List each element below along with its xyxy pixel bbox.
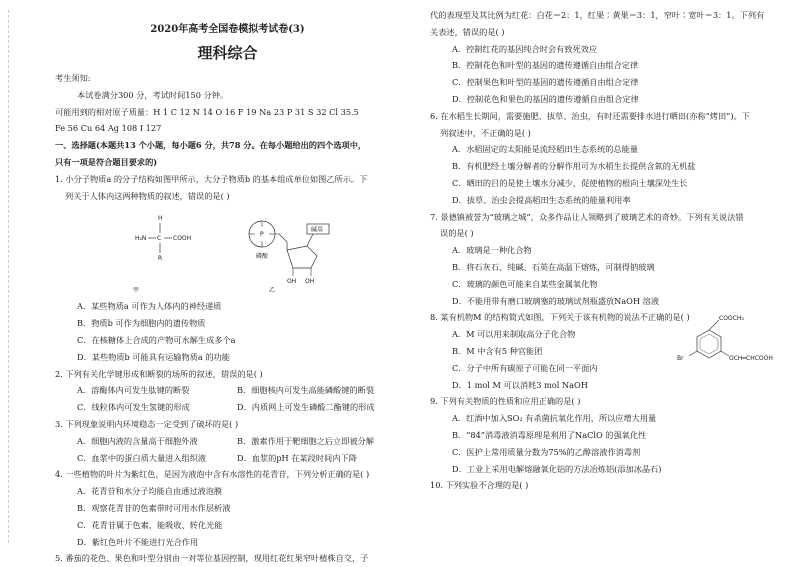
question-8-option: B．M 中含有5 种官能团 [452,345,543,356]
binding-gutter [0,0,20,553]
compound-m-structure [677,312,787,380]
question-10-stem: 10. 下列实验不合理的是( ) [430,480,529,491]
question-6-option: B．有机肥经土壤分解者的分解作用可为水稻生长提供含氮的无机盐 [452,161,696,172]
question-2-option: B．细胞核内可发生高能磷酸键的断裂 [237,385,375,396]
figure-label-b: 乙 [269,287,276,295]
mol-och-chain: OCH═CHCOOH [729,355,773,363]
question-7-option: B．将石灰石、纯碱、石英在高温下熔炼，可制得钠玻璃 [452,261,655,272]
atomic-masses-line: 可能用到的相对原子质量：H 1 C 12 N 14 O 16 F 19 Na 23 P 31 S 32 Cl 35.5 [55,106,359,117]
question-1-stem: 1. 小分子物质a 的分子结构如图甲所示，大分子物质b 的基本组成单位如图乙所示。下 [55,173,368,184]
subject-title: 理科综合 [197,44,258,62]
question-6-option: C．晒田的目的是使土壤水分减少，促使植物的根向土壤深处生长 [452,177,688,188]
fig-h2n: H₂N [135,235,147,243]
question-5-stem: 关表述，错误的是( ) [430,26,505,37]
question-8-option: C．分子中所有碳原子可能在同一平面内 [452,362,598,373]
question-2-options-row [55,399,400,416]
mol-cooch3: COOCH₃ [719,315,744,323]
question-5-option: A．控制红花的基因纯合时会有致死效应 [452,43,598,54]
question-8-option: A．M 可以用来制取高分子化合物 [452,329,576,340]
question-2-option: C．线粒体内可发生氢键的形成 [77,402,190,413]
question-3-option: B．激素作用于靶细胞之后立即被分解 [237,435,375,446]
question-6-option: D．拔草、治虫会提高稻田生态系统的能量利用率 [452,194,631,205]
fig-c: C [157,235,162,243]
question-6-option: A．水稻固定的太阳能是流经稻田生态系统的总能量 [452,144,639,155]
question-5-option: D．控制花色和果色的基因的遗传遵循自由组合定律 [452,93,639,104]
question-1-option: C．在核糖体上合成的产物可水解生成多个a [77,334,236,345]
question-2-options-row [55,382,400,399]
question-3-option: A．细胞内液的含量高于细胞外液 [77,435,198,446]
question-1-option: D．某些物质b 可能具有运输物质a 的功能 [77,351,230,362]
question-3-stem: 3. 下列现象说明内环境稳态一定受到了破坏的是( ) [55,418,239,429]
molecule-diagram [55,206,400,296]
question-5-option: B．控制花色和叶型的基因的遗传遵循自由组合定律 [452,60,639,71]
question-2-stem: 2. 下列有关化学键形成和断裂的场所的叙述，错误的是( ) [55,368,263,379]
notice-heading: 考生须知: [55,73,91,83]
atomic-masses-line: Fe 56 Cu 64 Ag 108 I 127 [55,123,162,134]
section-heading: 一、选择题(本题共13 个小题，每小题6 分，共78 分。在每小题给出的四个选项中， [55,140,367,151]
figure-label-a: 甲 [133,287,140,295]
mol-br: Br [677,355,684,363]
question-9-option: D．工业上采用电解熔融氧化铝的方法冶炼铝(添加冰晶石) [452,463,662,474]
question-1-stem: 列关于人体内这两种物质的叙述，错误的是( ) [65,190,230,201]
question-4-option: B．观察花青苷的色素带时可用水作层析液 [77,502,231,513]
question-5-option: C．控制果色和叶型的基因的遗传遵循自由组合定律 [452,77,639,88]
question-6-stem: 6. 在水稻生长期间，需要施肥、拔草、治虫，有时还需要排水进行晒田(亦称“烤田”)。下 [430,110,750,121]
question-7-stem: 7. 景德镇被誉为“玻璃之城”，众多作品让人领略到了玻璃艺术的奇妙。下列有关说法错 [430,211,744,222]
exam-title: 2020年高考全国卷模拟考试卷(3) [150,24,305,35]
amino-acid-structure [133,215,191,294]
question-5-stem: 代的表现型及其比例为红花：白花＝2：1，红果∶黄果＝3：1，窄叶∶宽叶＝3：1。下列有 [430,10,765,20]
fig-phosphate-label: 磷酸 [256,253,269,261]
fig-p: P [260,231,264,239]
question-3-option: C．血浆中的蛋白质大量进入组织液 [77,452,207,463]
question-3-option: D．血浆的pH 在某段时间内下降 [237,452,357,463]
question-7-stem: 误的是( ) [440,228,474,239]
question-4-stem: 4. 一些植物的叶片为紫红色，是因为液泡中含有水溶性的花青苷，下列分析正确的是( ) [55,469,370,480]
right-column [430,0,775,494]
question-3-options-row [55,433,400,450]
question-4-option: D．紫红色叶片不能进行光合作用 [77,536,199,547]
fig-oh-2: OH [305,278,315,286]
question-9-option: C．医护上常用质量分数为75%的乙醇溶液作消毒剂 [452,446,641,457]
question-9-option: B．“84”消毒液消毒原理是利用了NaClO 的强氧化性 [452,429,647,440]
question-9-stem: 9. 下列有关物质的性质和应用正确的是( ) [430,396,581,407]
question-7-option: C．玻璃的颜色可能来自某些金属氧化物 [452,278,598,289]
question-1-option: B．物质b 可作为细胞内的遗传物质 [77,318,206,329]
question-4-option: A．花青苷和水分子均能自由通过液泡膜 [77,486,223,497]
question-8-stem: 8. 某有机物M 的结构简式如图，下列关于该有机物的说法不正确的是( ) [430,312,690,323]
fig-h: H [158,215,163,223]
fig-r: R [158,255,163,263]
nucleotide-structure [249,221,329,294]
question-2-option: A．溶酶体内可发生肽键的断裂 [77,385,190,396]
question-1-option: A．某些物质a 可作为人体内的神经递质 [77,301,222,312]
question-6-stem: 列叙述中，不正确的是( ) [440,127,531,138]
fig-oh-1: OH [287,278,297,286]
question-4-option: C．花青苷属于色素，能吸收、转化光能 [77,519,223,530]
fig-cooh: COOH [173,235,192,243]
question-5-stem: 5. 番茄的花色、果色和叶型分别由一对等位基因控制，现用红花红果窄叶植株自交，子 [55,553,369,564]
left-column [55,0,400,567]
question-7-option: A．玻璃是一种化合物 [452,245,532,256]
question-2-option: D．内质网上可发生磷酸二酯键的形成 [237,402,375,413]
fig-base-label: 碱基 [311,226,324,234]
gutter-dashed-line [8,10,9,543]
notice-line: 本试卷满分300 分，考试时间150 分钟。 [77,89,229,100]
question-9-option: A．红酒中加入SO₂ 有杀菌抗氧化作用，所以应增大用量 [452,413,657,424]
question-8-option: D．1 mol M 可以消耗3 mol NaOH [452,379,588,390]
section-heading: 只有一项是符合题目要求的) [55,156,158,167]
question-3-options-row [55,450,400,467]
question-1-figure [55,206,400,296]
question-7-option: D．不能用带有磨口玻璃塞的玻璃试剂瓶盛放NaOH 溶液 [452,295,660,306]
